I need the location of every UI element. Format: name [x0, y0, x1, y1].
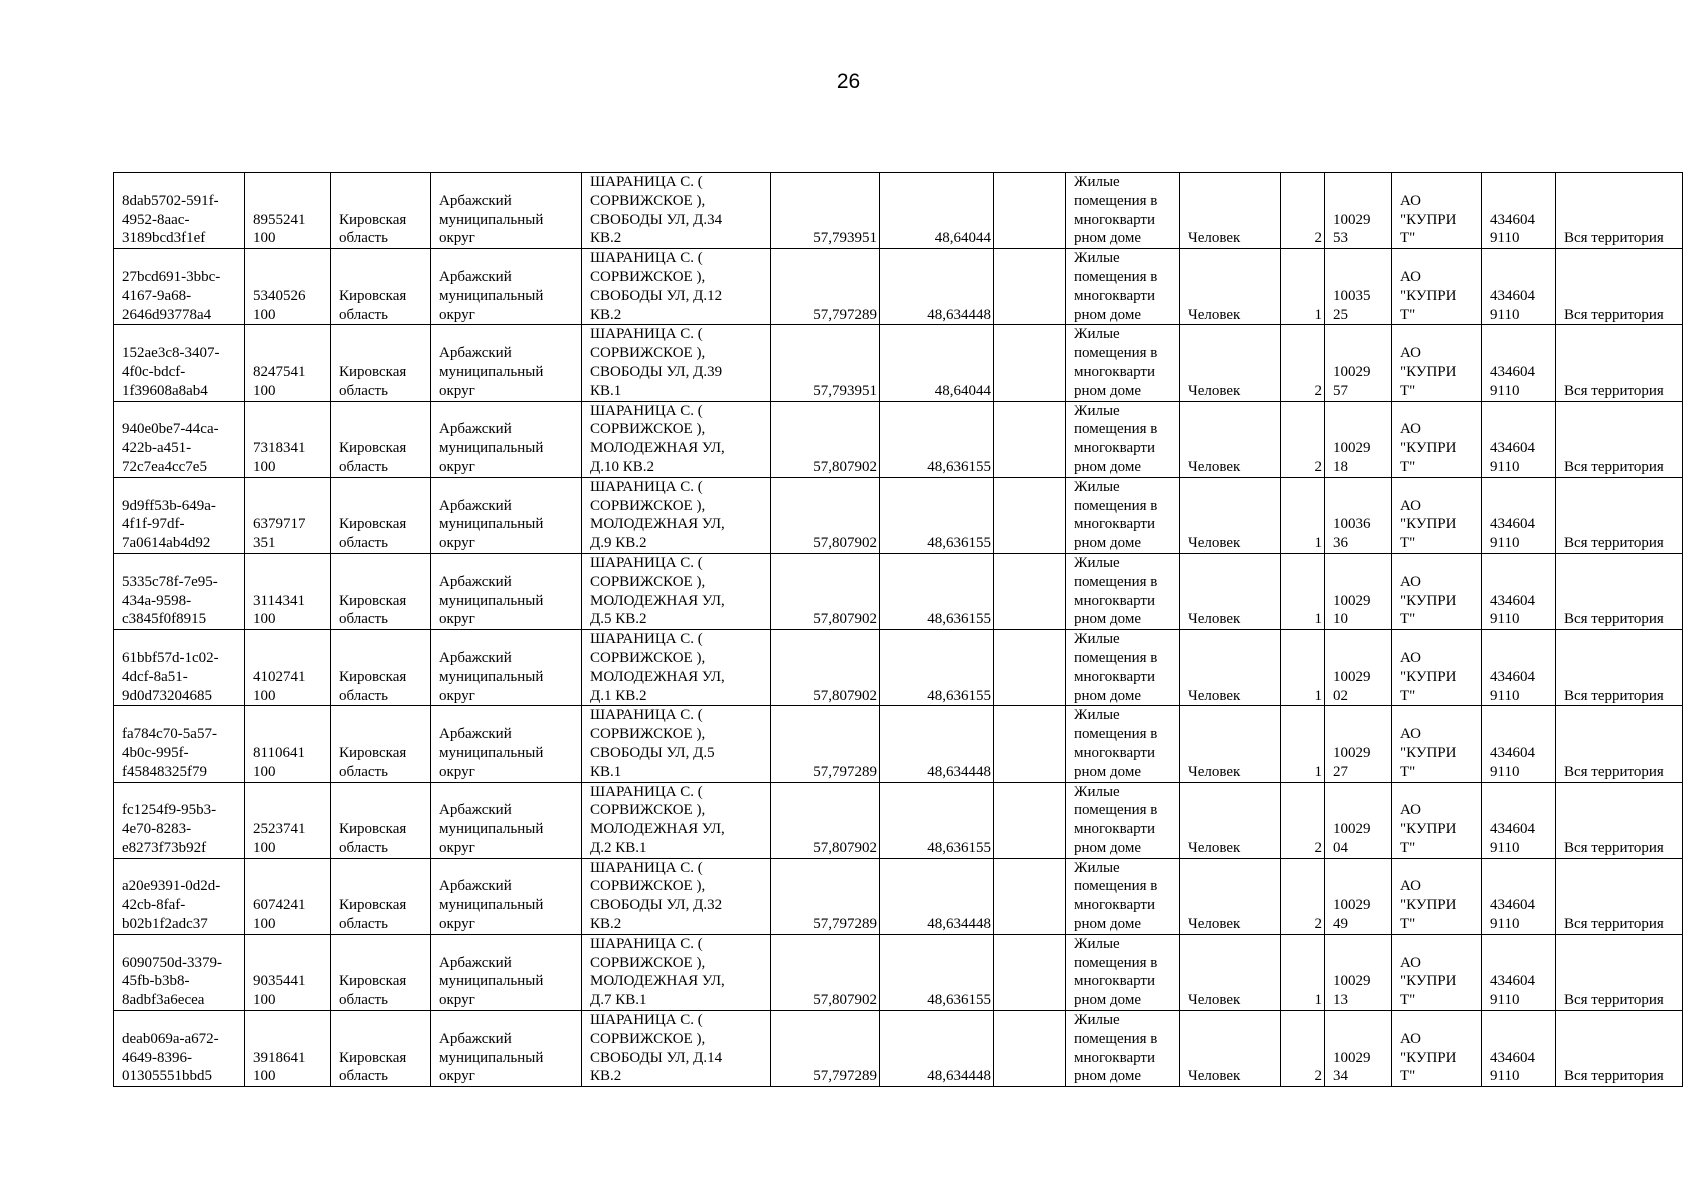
- cell-organization: АО "КУПРИ Т": [1392, 706, 1482, 782]
- cell-id: 5335c78f-7e95- 434a-9598- c3845f0f8915: [114, 553, 245, 629]
- cell-quantity: 1: [1281, 477, 1325, 553]
- cell-unit: Человек: [1180, 1011, 1281, 1087]
- cell-unit: Человек: [1180, 325, 1281, 401]
- cell-longitude: 48,636155: [880, 782, 994, 858]
- cell-organization: АО "КУПРИ Т": [1392, 553, 1482, 629]
- cell-inn: 434604 9110: [1482, 477, 1556, 553]
- cell-latitude: 57,797289: [771, 858, 880, 934]
- cell-empty: [994, 706, 1066, 782]
- cell-empty: [994, 934, 1066, 1010]
- cell-quantity: 1: [1281, 553, 1325, 629]
- cell-district: Арбажский муниципальный округ: [431, 173, 582, 249]
- cell-territory: Вся территория: [1556, 401, 1683, 477]
- cell-district: Арбажский муниципальный округ: [431, 401, 582, 477]
- cell-district: Арбажский муниципальный округ: [431, 782, 582, 858]
- cell-quantity: 1: [1281, 249, 1325, 325]
- cell-account: 10029 04: [1325, 782, 1392, 858]
- cell-inn: 434604 9110: [1482, 1011, 1556, 1087]
- cell-unit: Человек: [1180, 249, 1281, 325]
- cell-longitude: 48,636155: [880, 934, 994, 1010]
- cell-address: ШАРАНИЦА С. ( СОРВИЖСКОЕ ), СВОБОДЫ УЛ, Д.12 КВ.2: [582, 249, 771, 325]
- cell-address: ШАРАНИЦА С. ( СОРВИЖСКОЕ ), МОЛОДЕЖНАЯ УЛ, Д.5 КВ.2: [582, 553, 771, 629]
- cell-quantity: 1: [1281, 934, 1325, 1010]
- cell-quantity: 2: [1281, 858, 1325, 934]
- registry-body: [114, 173, 1683, 1087]
- table-row: [114, 782, 1683, 858]
- cell-id: 27bcd691-3bbc- 4167-9a68- 2646d93778a4: [114, 249, 245, 325]
- cell-code: 3918641 100: [245, 1011, 331, 1087]
- cell-latitude: 57,807902: [771, 934, 880, 1010]
- cell-longitude: 48,636155: [880, 630, 994, 706]
- cell-address: ШАРАНИЦА С. ( СОРВИЖСКОЕ ), МОЛОДЕЖНАЯ УЛ, Д.7 КВ.1: [582, 934, 771, 1010]
- cell-territory: Вся территория: [1556, 934, 1683, 1010]
- cell-code: 4102741 100: [245, 630, 331, 706]
- cell-address: ШАРАНИЦА С. ( СОРВИЖСКОЕ ), СВОБОДЫ УЛ, Д.32 КВ.2: [582, 858, 771, 934]
- cell-code: 3114341 100: [245, 553, 331, 629]
- cell-district: Арбажский муниципальный округ: [431, 858, 582, 934]
- cell-code: 8110641 100: [245, 706, 331, 782]
- cell-latitude: 57,807902: [771, 782, 880, 858]
- registry-table: [113, 172, 1683, 1087]
- cell-id: 8dab5702-591f- 4952-8aac- 3189bcd3f1ef: [114, 173, 245, 249]
- cell-unit: Человек: [1180, 173, 1281, 249]
- cell-organization: АО "КУПРИ Т": [1392, 858, 1482, 934]
- cell-unit: Человек: [1180, 477, 1281, 553]
- cell-account: 10029 10: [1325, 553, 1392, 629]
- cell-region: Кировская область: [331, 934, 431, 1010]
- cell-longitude: 48,636155: [880, 477, 994, 553]
- cell-unit: Человек: [1180, 782, 1281, 858]
- cell-territory: Вся территория: [1556, 249, 1683, 325]
- cell-premises-type: Жилые помещения в многокварти рном доме: [1066, 782, 1180, 858]
- cell-organization: АО "КУПРИ Т": [1392, 782, 1482, 858]
- cell-account: 10029 18: [1325, 401, 1392, 477]
- cell-premises-type: Жилые помещения в многокварти рном доме: [1066, 630, 1180, 706]
- cell-territory: Вся территория: [1556, 173, 1683, 249]
- cell-empty: [994, 858, 1066, 934]
- cell-code: 6074241 100: [245, 858, 331, 934]
- cell-latitude: 57,797289: [771, 1011, 880, 1087]
- cell-territory: Вся территория: [1556, 1011, 1683, 1087]
- table-row: [114, 553, 1683, 629]
- cell-region: Кировская область: [331, 1011, 431, 1087]
- cell-region: Кировская область: [331, 858, 431, 934]
- cell-empty: [994, 630, 1066, 706]
- table-row: [114, 858, 1683, 934]
- cell-territory: Вся территория: [1556, 630, 1683, 706]
- cell-inn: 434604 9110: [1482, 325, 1556, 401]
- cell-quantity: 1: [1281, 706, 1325, 782]
- cell-premises-type: Жилые помещения в многокварти рном доме: [1066, 553, 1180, 629]
- cell-empty: [994, 782, 1066, 858]
- table-row: [114, 173, 1683, 249]
- cell-quantity: 2: [1281, 782, 1325, 858]
- cell-code: 6379717 351: [245, 477, 331, 553]
- cell-latitude: 57,807902: [771, 477, 880, 553]
- cell-premises-type: Жилые помещения в многокварти рном доме: [1066, 858, 1180, 934]
- cell-region: Кировская область: [331, 325, 431, 401]
- cell-account: 10029 27: [1325, 706, 1392, 782]
- cell-inn: 434604 9110: [1482, 173, 1556, 249]
- cell-id: a20e9391-0d2d- 42cb-8faf- b02b1f2adc37: [114, 858, 245, 934]
- cell-unit: Человек: [1180, 630, 1281, 706]
- cell-unit: Человек: [1180, 858, 1281, 934]
- table-row: [114, 401, 1683, 477]
- cell-inn: 434604 9110: [1482, 706, 1556, 782]
- cell-code: 7318341 100: [245, 401, 331, 477]
- cell-id: 940e0be7-44ca- 422b-a451- 72c7ea4cc7e5: [114, 401, 245, 477]
- cell-premises-type: Жилые помещения в многокварти рном доме: [1066, 706, 1180, 782]
- cell-quantity: 1: [1281, 630, 1325, 706]
- cell-latitude: 57,797289: [771, 706, 880, 782]
- cell-id: 61bbf57d-1c02- 4dcf-8a51- 9d0d73204685: [114, 630, 245, 706]
- cell-address: ШАРАНИЦА С. ( СОРВИЖСКОЕ ), СВОБОДЫ УЛ, Д.5 КВ.1: [582, 706, 771, 782]
- cell-region: Кировская область: [331, 477, 431, 553]
- table-row: [114, 325, 1683, 401]
- cell-account: 10029 57: [1325, 325, 1392, 401]
- cell-code: 8247541 100: [245, 325, 331, 401]
- cell-territory: Вся территория: [1556, 553, 1683, 629]
- cell-address: ШАРАНИЦА С. ( СОРВИЖСКОЕ ), МОЛОДЕЖНАЯ УЛ, Д.2 КВ.1: [582, 782, 771, 858]
- cell-address: ШАРАНИЦА С. ( СОРВИЖСКОЕ ), СВОБОДЫ УЛ, Д.34 КВ.2: [582, 173, 771, 249]
- cell-district: Арбажский муниципальный округ: [431, 630, 582, 706]
- cell-region: Кировская область: [331, 630, 431, 706]
- cell-inn: 434604 9110: [1482, 249, 1556, 325]
- cell-district: Арбажский муниципальный округ: [431, 934, 582, 1010]
- cell-empty: [994, 173, 1066, 249]
- cell-premises-type: Жилые помещения в многокварти рном доме: [1066, 249, 1180, 325]
- cell-inn: 434604 9110: [1482, 858, 1556, 934]
- cell-longitude: 48,636155: [880, 553, 994, 629]
- cell-longitude: 48,634448: [880, 1011, 994, 1087]
- cell-account: 10035 25: [1325, 249, 1392, 325]
- cell-region: Кировская область: [331, 782, 431, 858]
- cell-account: 10029 02: [1325, 630, 1392, 706]
- cell-address: ШАРАНИЦА С. ( СОРВИЖСКОЕ ), СВОБОДЫ УЛ, Д.39 КВ.1: [582, 325, 771, 401]
- cell-inn: 434604 9110: [1482, 553, 1556, 629]
- cell-quantity: 2: [1281, 1011, 1325, 1087]
- cell-latitude: 57,793951: [771, 173, 880, 249]
- table-row: [114, 1011, 1683, 1087]
- cell-empty: [994, 1011, 1066, 1087]
- cell-district: Арбажский муниципальный округ: [431, 1011, 582, 1087]
- cell-quantity: 2: [1281, 325, 1325, 401]
- cell-region: Кировская область: [331, 401, 431, 477]
- cell-inn: 434604 9110: [1482, 630, 1556, 706]
- cell-latitude: 57,807902: [771, 630, 880, 706]
- page-number: 26: [836, 70, 861, 93]
- cell-premises-type: Жилые помещения в многокварти рном доме: [1066, 477, 1180, 553]
- cell-unit: Человек: [1180, 553, 1281, 629]
- cell-id: 9d9ff53b-649a- 4f1f-97df- 7a0614ab4d92: [114, 477, 245, 553]
- cell-id: deab069a-a672- 4649-8396- 01305551bbd5: [114, 1011, 245, 1087]
- cell-territory: Вся территория: [1556, 706, 1683, 782]
- table-row: [114, 706, 1683, 782]
- cell-district: Арбажский муниципальный округ: [431, 249, 582, 325]
- cell-quantity: 2: [1281, 401, 1325, 477]
- cell-code: 8955241 100: [245, 173, 331, 249]
- cell-organization: АО "КУПРИ Т": [1392, 173, 1482, 249]
- cell-id: fc1254f9-95b3- 4e70-8283- e8273f73b92f: [114, 782, 245, 858]
- cell-region: Кировская область: [331, 706, 431, 782]
- cell-account: 10029 34: [1325, 1011, 1392, 1087]
- cell-longitude: 48,634448: [880, 858, 994, 934]
- cell-longitude: 48,64044: [880, 173, 994, 249]
- table-row: [114, 934, 1683, 1010]
- cell-empty: [994, 477, 1066, 553]
- cell-account: 10029 53: [1325, 173, 1392, 249]
- cell-district: Арбажский муниципальный округ: [431, 325, 582, 401]
- cell-organization: АО "КУПРИ Т": [1392, 401, 1482, 477]
- cell-address: ШАРАНИЦА С. ( СОРВИЖСКОЕ ), МОЛОДЕЖНАЯ УЛ, Д.9 КВ.2: [582, 477, 771, 553]
- cell-inn: 434604 9110: [1482, 934, 1556, 1010]
- cell-inn: 434604 9110: [1482, 401, 1556, 477]
- cell-premises-type: Жилые помещения в многокварти рном доме: [1066, 1011, 1180, 1087]
- cell-account: 10029 49: [1325, 858, 1392, 934]
- cell-longitude: 48,64044: [880, 325, 994, 401]
- cell-premises-type: Жилые помещения в многокварти рном доме: [1066, 401, 1180, 477]
- cell-address: ШАРАНИЦА С. ( СОРВИЖСКОЕ ), СВОБОДЫ УЛ, Д.14 КВ.2: [582, 1011, 771, 1087]
- cell-organization: АО "КУПРИ Т": [1392, 477, 1482, 553]
- cell-code: 5340526 100: [245, 249, 331, 325]
- cell-unit: Человек: [1180, 706, 1281, 782]
- cell-longitude: 48,634448: [880, 706, 994, 782]
- cell-longitude: 48,636155: [880, 401, 994, 477]
- cell-account: 10029 13: [1325, 934, 1392, 1010]
- cell-premises-type: Жилые помещения в многокварти рном доме: [1066, 934, 1180, 1010]
- cell-id: 152ae3c8-3407- 4f0c-bdcf- 1f39608a8ab4: [114, 325, 245, 401]
- table-row: [114, 477, 1683, 553]
- cell-id: fa784c70-5a57- 4b0c-995f- f45848325f79: [114, 706, 245, 782]
- cell-latitude: 57,797289: [771, 249, 880, 325]
- cell-code: 9035441 100: [245, 934, 331, 1010]
- cell-id: 6090750d-3379- 45fb-b3b8- 8adbf3a6ecea: [114, 934, 245, 1010]
- cell-longitude: 48,634448: [880, 249, 994, 325]
- cell-latitude: 57,807902: [771, 553, 880, 629]
- cell-region: Кировская область: [331, 173, 431, 249]
- cell-premises-type: Жилые помещения в многокварти рном доме: [1066, 325, 1180, 401]
- cell-unit: Человек: [1180, 934, 1281, 1010]
- cell-district: Арбажский муниципальный округ: [431, 553, 582, 629]
- cell-organization: АО "КУПРИ Т": [1392, 630, 1482, 706]
- cell-account: 10036 36: [1325, 477, 1392, 553]
- cell-region: Кировская область: [331, 553, 431, 629]
- cell-premises-type: Жилые помещения в многокварти рном доме: [1066, 173, 1180, 249]
- cell-territory: Вся территория: [1556, 477, 1683, 553]
- cell-empty: [994, 401, 1066, 477]
- cell-empty: [994, 249, 1066, 325]
- cell-code: 2523741 100: [245, 782, 331, 858]
- cell-organization: АО "КУПРИ Т": [1392, 249, 1482, 325]
- cell-inn: 434604 9110: [1482, 782, 1556, 858]
- cell-organization: АО "КУПРИ Т": [1392, 325, 1482, 401]
- cell-territory: Вся территория: [1556, 325, 1683, 401]
- cell-latitude: 57,793951: [771, 325, 880, 401]
- cell-region: Кировская область: [331, 249, 431, 325]
- cell-unit: Человек: [1180, 401, 1281, 477]
- cell-organization: АО "КУПРИ Т": [1392, 934, 1482, 1010]
- cell-territory: Вся территория: [1556, 858, 1683, 934]
- cell-latitude: 57,807902: [771, 401, 880, 477]
- cell-address: ШАРАНИЦА С. ( СОРВИЖСКОЕ ), МОЛОДЕЖНАЯ УЛ, Д.1 КВ.2: [582, 630, 771, 706]
- table-row: [114, 249, 1683, 325]
- cell-empty: [994, 553, 1066, 629]
- cell-district: Арбажский муниципальный округ: [431, 706, 582, 782]
- cell-quantity: 2: [1281, 173, 1325, 249]
- cell-district: Арбажский муниципальный округ: [431, 477, 582, 553]
- cell-territory: Вся территория: [1556, 782, 1683, 858]
- cell-empty: [994, 325, 1066, 401]
- table-row: [114, 630, 1683, 706]
- cell-address: ШАРАНИЦА С. ( СОРВИЖСКОЕ ), МОЛОДЕЖНАЯ УЛ, Д.10 КВ.2: [582, 401, 771, 477]
- cell-organization: АО "КУПРИ Т": [1392, 1011, 1482, 1087]
